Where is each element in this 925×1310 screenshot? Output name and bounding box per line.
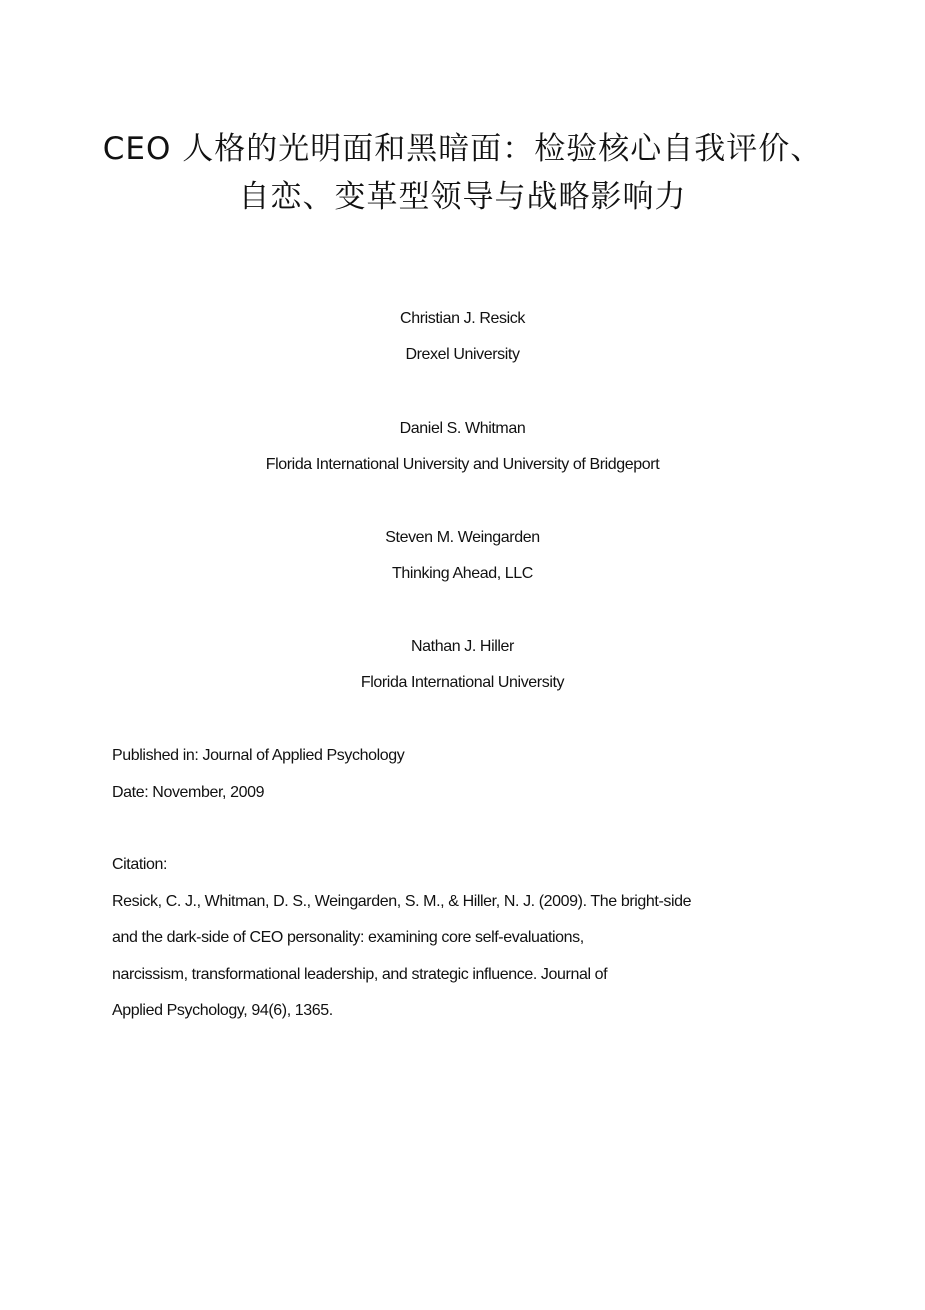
author-affiliation: Florida International University <box>360 674 565 691</box>
publication-date: Date: November, 2009 <box>112 784 265 801</box>
citation-line: and the dark-side of CEO personality: examining core self-evaluations, <box>112 929 584 946</box>
title-line-1: CEO 人格的光明面和黑暗面：检验核心自我评价、 <box>102 131 823 167</box>
published-in: Published in: Journal of Applied Psychology <box>112 747 405 764</box>
author-affiliation: Florida International University and University of Bridgeport <box>265 456 660 473</box>
author-affiliation: Drexel University <box>405 346 520 363</box>
citation-line: narcissism, transformational leadership, and strategic influence. Journal of <box>112 966 608 983</box>
author-name: Nathan J. Hiller <box>411 638 514 655</box>
author-name: Steven M. Weingarden <box>385 529 540 546</box>
citation-label: Citation: <box>112 856 168 873</box>
author-name: Christian J. Resick <box>400 310 525 327</box>
author-name: Daniel S. Whitman <box>399 420 526 437</box>
citation-line: Resick, C. J., Whitman, D. S., Weingarden, S. M., & Hiller, N. J. (2009). The bright-side <box>112 893 692 910</box>
citation-line: Applied Psychology, 94(6), 1365. <box>112 1002 333 1019</box>
title-line-2: 自恋、变革型领导与战略影响力 <box>238 179 687 215</box>
author-affiliation: Thinking Ahead, LLC <box>392 565 533 582</box>
